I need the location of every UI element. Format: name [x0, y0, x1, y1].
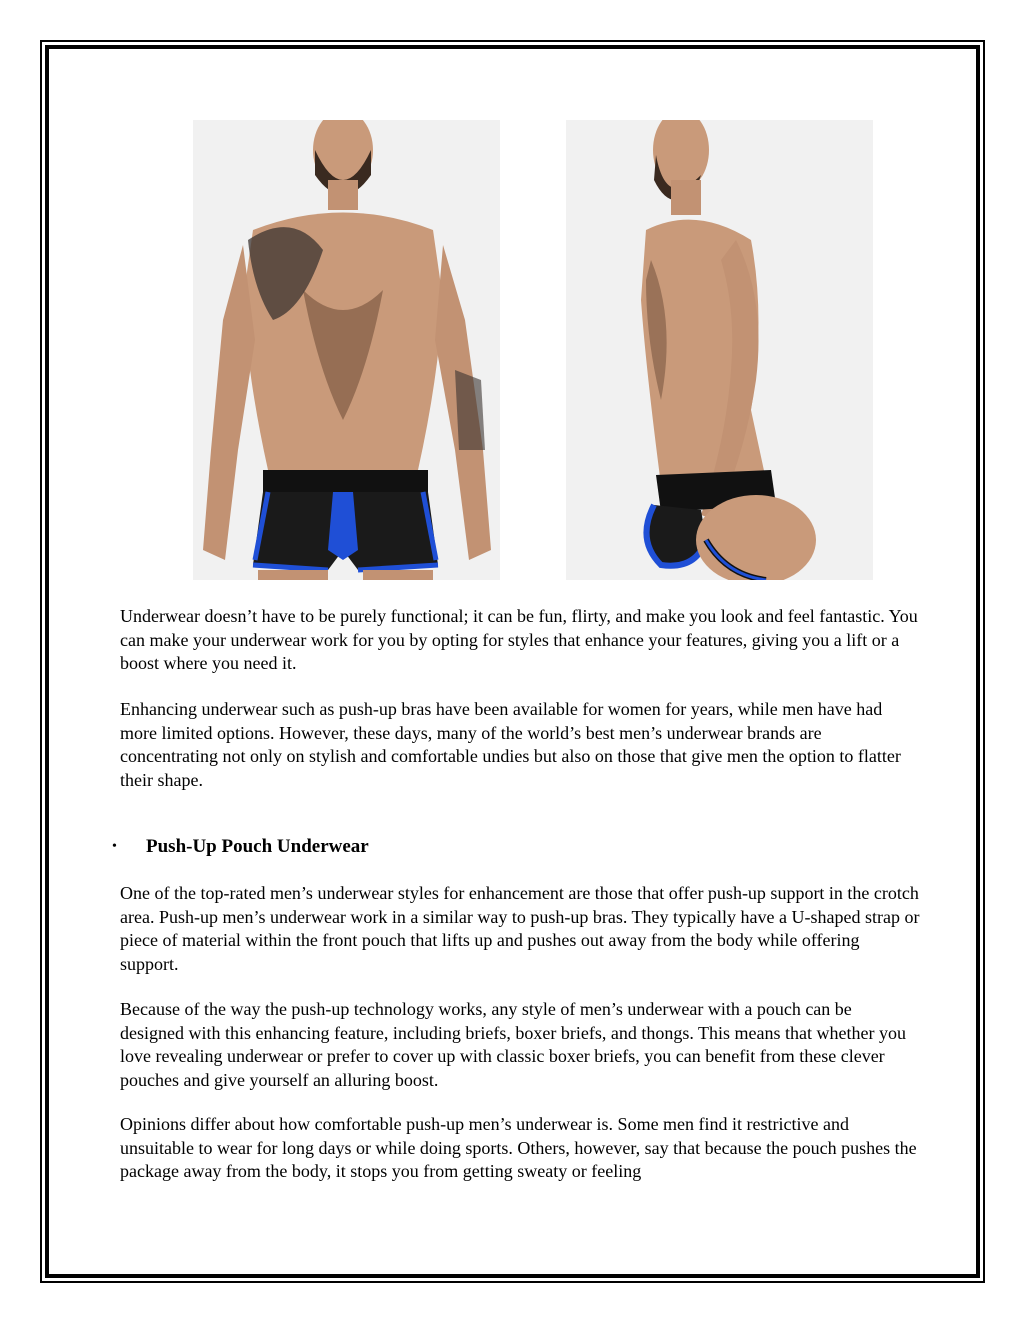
model-side-illustration — [566, 120, 873, 580]
paragraph-intro — [120, 605, 920, 676]
product-photo-side — [566, 120, 873, 580]
product-photo-front — [193, 120, 500, 580]
section-heading — [112, 836, 369, 858]
paragraph-2-text: Enhancing underwear such as push-up bras have been available for women for years, while men have had more limited options. However, these days, many of the world’s best men’s underwear brands are concentrating not only on stylish and comfortable undies but also on those that give men the option to flatter their shape. — [120, 699, 901, 790]
model-front-illustration — [193, 120, 500, 580]
bullet-icon: • — [112, 839, 117, 854]
paragraph-1-text: Underwear doesn’t have to be purely functional; it can be fun, flirty, and make you look and feel fantastic. You can make your underwear work for you by opting for styles that enhance your features, giving you a lift or a boost where you need it. — [120, 606, 918, 673]
paragraph-enhancing — [120, 698, 920, 792]
paragraph-5-text: Opinions differ about how comfortable push-up men’s underwear is. Some men find it restrictive and unsuitable to wear for long days or while doing sports. Others, however, say that because the pouch pushes the package away from the body, it stops you from getting sweaty or feeling — [120, 1114, 917, 1181]
paragraph-4-text: Because of the way the push-up technology works, any style of men’s underwear with a pouch can be designed with this enhancing feature, including briefs, boxer briefs, and thongs. This means that whether you love revealing underwear or prefer to cover up with classic boxer briefs, you can benefit from these clever pouches and give yourself an alluring boost. — [120, 999, 906, 1090]
paragraph-push-up-support — [120, 882, 920, 976]
section-heading-text: Push-Up Pouch Underwear — [146, 836, 369, 857]
paragraph-3-text: One of the top-rated men’s underwear styles for enhancement are those that offer push-up support in the crotch area. Push-up men’s underwear work in a similar way to push-up bras. They typically have a U-shaped strap or piece of material within the front pouch that lifts up and pushes out away from the body while offering support. — [120, 883, 920, 974]
paragraph-opinions — [120, 1113, 920, 1184]
paragraph-technology — [120, 998, 920, 1092]
